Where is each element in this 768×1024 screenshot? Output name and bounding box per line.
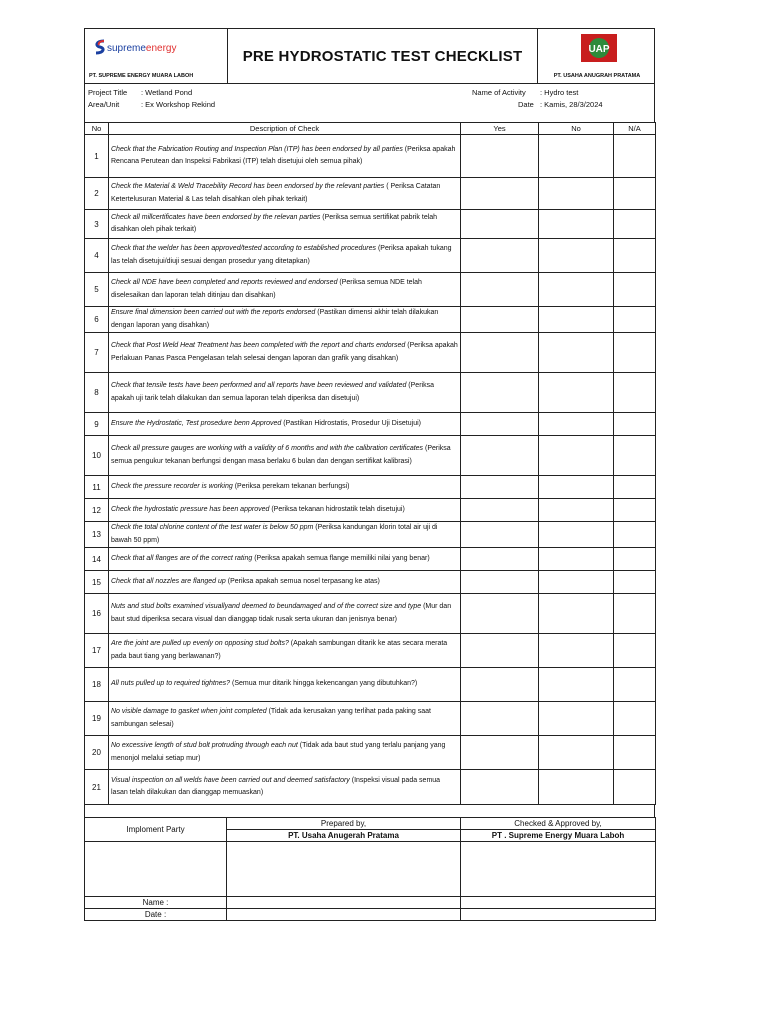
document-header <box>84 28 655 84</box>
table-row <box>85 770 656 805</box>
item-description <box>109 499 461 522</box>
yes-checkbox-cell[interactable] <box>461 307 539 333</box>
area-label: Area/Unit <box>88 100 120 109</box>
item-description-en: Check the Material & Weld Tracebility Record has been endorsed by the relevant parties <box>111 183 385 190</box>
na-checkbox-cell[interactable] <box>614 770 656 805</box>
no-checkbox-cell[interactable] <box>539 522 614 548</box>
item-number: 2 <box>85 178 109 210</box>
item-description <box>109 668 461 702</box>
item-number: 6 <box>85 307 109 333</box>
title-cell <box>228 29 538 83</box>
table-row <box>85 239 656 273</box>
na-checkbox-cell[interactable] <box>614 499 656 522</box>
item-description-en: Check all pressure gauges are working with a validity of 6 months and with the calibration certificates <box>111 445 424 452</box>
yes-checkbox-cell[interactable] <box>461 634 539 668</box>
no-checkbox-cell[interactable] <box>539 548 614 571</box>
item-description-en: Ensure final dimension been carried out with the reports endorsed <box>111 309 316 316</box>
col-na-header: N/A <box>614 123 656 135</box>
table-header-row <box>85 123 656 135</box>
item-description-id: (Periksa semua sertifikat pabrik telah disahkan oleh pihak terkait) <box>111 213 438 233</box>
item-number: 19 <box>85 702 109 736</box>
item-description <box>109 178 461 210</box>
na-checkbox-cell[interactable] <box>614 634 656 668</box>
na-checkbox-cell[interactable] <box>614 373 656 413</box>
item-number: 9 <box>85 413 109 436</box>
name-label: Name : <box>85 897 227 909</box>
signature-row <box>85 842 656 897</box>
item-number: 4 <box>85 239 109 273</box>
item-description-en: Ensure the Hydrostatic, Test prosedure benn Approved <box>111 419 282 427</box>
table-row <box>85 373 656 413</box>
yes-checkbox-cell[interactable] <box>461 436 539 476</box>
yes-checkbox-cell[interactable] <box>461 210 539 239</box>
no-checkbox-cell[interactable] <box>539 634 614 668</box>
item-description-id: (Periksa apakah tukang las telah disetujui/diuji sesuai dengan prosedur yang ditetapkan) <box>111 245 452 265</box>
na-checkbox-cell[interactable] <box>614 307 656 333</box>
supreme-energy-wordmark: supremeenergy <box>107 43 177 54</box>
no-checkbox-cell[interactable] <box>539 736 614 770</box>
party-signature-area <box>85 842 227 897</box>
item-description-id: (Periksa apakah Rencana Perutean dan Inspeksi Fabrikasi (ITP) telah disetujui oleh semua pihak) <box>111 145 456 165</box>
item-number: 5 <box>85 273 109 307</box>
no-checkbox-cell[interactable] <box>539 210 614 239</box>
area-value: : Ex Workshop Rekind <box>141 100 216 109</box>
item-description <box>109 548 461 571</box>
yes-checkbox-cell[interactable] <box>461 178 539 210</box>
prepared-name-field[interactable] <box>227 897 461 909</box>
item-description-en: Check the total chlorine content of the test water is below 50 ppm <box>111 524 314 531</box>
item-description <box>109 210 461 239</box>
table-row <box>85 522 656 548</box>
uap-logo-cell <box>538 29 656 83</box>
item-description-en: Check that all nozzles are flanged up <box>111 577 226 585</box>
table-row <box>85 178 656 210</box>
item-number: 15 <box>85 571 109 594</box>
item-description-id: (Pastikan Hidrostatis, Prosedur Uji Disetujui) <box>281 419 421 427</box>
item-description-id: (Periksa perekam tekanan berfungsi) <box>232 482 350 490</box>
table-row <box>85 702 656 736</box>
item-description <box>109 634 461 668</box>
item-number: 7 <box>85 333 109 373</box>
no-checkbox-cell[interactable] <box>539 499 614 522</box>
no-checkbox-cell[interactable] <box>539 135 614 178</box>
checklist-body <box>85 135 656 805</box>
no-checkbox-cell[interactable] <box>539 476 614 499</box>
item-description-id: (Periksa semua NDE telah diselesaikan dan laporan telah ditinjau dan disahkan) <box>111 279 422 299</box>
item-number: 14 <box>85 548 109 571</box>
item-description-id: (Periksa apakah semua flange memiliki nilai yang benar) <box>252 554 430 562</box>
table-row <box>85 436 656 476</box>
no-checkbox-cell[interactable] <box>539 770 614 805</box>
yes-checkbox-cell[interactable] <box>461 736 539 770</box>
item-description <box>109 770 461 805</box>
no-checkbox-cell[interactable] <box>539 571 614 594</box>
yes-checkbox-cell[interactable] <box>461 770 539 805</box>
item-description-en: Check that all flanges are of the correct rating <box>111 554 253 562</box>
supreme-energy-logo-cell <box>85 29 228 83</box>
checked-date-field[interactable] <box>461 909 656 921</box>
na-checkbox-cell[interactable] <box>614 476 656 499</box>
document-title: PRE HYDROSTATIC TEST CHECKLIST <box>242 47 523 65</box>
na-checkbox-cell[interactable] <box>614 333 656 373</box>
item-description-id: (Periksa tekanan hidrostatik telah disetujui) <box>269 505 405 513</box>
na-checkbox-cell[interactable] <box>614 413 656 436</box>
yes-checkbox-cell[interactable] <box>461 135 539 178</box>
item-description-en: Check that the Fabrication Routing and Inspection Plan (ITP) has been endorsed by all parties <box>111 145 403 153</box>
item-description <box>109 135 461 178</box>
table-row <box>85 736 656 770</box>
implement-party-label: Imploment Party <box>85 818 227 842</box>
item-description-id: (Periksa apakah uji tarik telah dilakukan dan semua laporan telah diperiksa dan disetujui) <box>111 382 434 402</box>
no-checkbox-cell[interactable] <box>539 307 614 333</box>
item-description-en: Check that tensile tests have been performed and all reports have been reviewed and validated <box>111 382 407 389</box>
item-description-id: (Inspeksi visual pada semua lasan telah dilakukan dan dianggap memuaskan) <box>111 776 441 796</box>
no-checkbox-cell[interactable] <box>539 702 614 736</box>
yes-checkbox-cell[interactable] <box>461 571 539 594</box>
table-row <box>85 594 656 634</box>
yes-checkbox-cell[interactable] <box>461 548 539 571</box>
item-number: 18 <box>85 668 109 702</box>
col-description-header: Description of Check <box>109 123 461 135</box>
checked-name-field[interactable] <box>461 897 656 909</box>
right-company-name: PT. USAHA ANUGRAH PRATAMA <box>553 73 641 79</box>
item-description <box>109 476 461 499</box>
item-description-id: (Periksa apakah semua nosel terpasang ke atas) <box>225 577 380 585</box>
item-description-en: All nuts pulled up to required tightnes? <box>111 680 231 688</box>
item-description-en: Are the joint are pulled up evenly on opposing stud bolts? <box>111 640 289 647</box>
yes-checkbox-cell[interactable] <box>461 333 539 373</box>
prepared-company: PT. Usaha Anugerah Pratama <box>227 830 461 842</box>
activity-label: Name of Activity <box>472 88 526 97</box>
checked-approved-label: Checked & Approved by, <box>461 818 656 830</box>
item-description-id: (Periksa semua pengukur tekanan berfungsi dengan masa berlaku 6 bulan dan dengan sertifikat kalibrasi) <box>111 445 451 465</box>
activity-value: : Hydro test <box>540 88 579 97</box>
item-description-en: Check all millcertificates have been endorsed by the relevan parties <box>111 213 321 221</box>
item-number: 3 <box>85 210 109 239</box>
table-row <box>85 413 656 436</box>
item-description-id: (Tidak ada kerusakan yang terlihat pada paking saat sambungan selesai) <box>111 708 431 728</box>
no-checkbox-cell[interactable] <box>539 239 614 273</box>
uap-logo-icon <box>581 34 617 62</box>
prepared-signature-area[interactable] <box>227 842 461 897</box>
no-checkbox-cell[interactable] <box>539 273 614 307</box>
table-row <box>85 333 656 373</box>
item-number: 20 <box>85 736 109 770</box>
item-description-en: Check the pressure recorder is working <box>111 482 233 490</box>
item-description <box>109 436 461 476</box>
yes-checkbox-cell[interactable] <box>461 499 539 522</box>
na-checkbox-cell[interactable] <box>614 436 656 476</box>
item-number: 10 <box>85 436 109 476</box>
item-description-id: (Tidak ada baut stud yang terlalu panjang yang menonjol melalui setiap mur) <box>111 742 446 762</box>
item-description-en: No visible damage to gasket when joint completed <box>111 708 267 715</box>
checklist-table <box>84 122 656 805</box>
yes-checkbox-cell[interactable] <box>461 668 539 702</box>
item-description-en: No excessive length of stud bolt protruding through each nut <box>111 742 298 749</box>
na-checkbox-cell[interactable] <box>614 178 656 210</box>
table-row <box>85 499 656 522</box>
yes-checkbox-cell[interactable] <box>461 594 539 634</box>
na-checkbox-cell[interactable] <box>614 548 656 571</box>
item-number: 21 <box>85 770 109 805</box>
table-row <box>85 210 656 239</box>
item-description <box>109 273 461 307</box>
item-description-en: Visual inspection on all welds have been carried out and deemed satisfactory <box>111 776 350 784</box>
table-row <box>85 668 656 702</box>
no-checkbox-cell[interactable] <box>539 373 614 413</box>
no-checkbox-cell[interactable] <box>539 594 614 634</box>
yes-checkbox-cell[interactable] <box>461 373 539 413</box>
project-info <box>84 84 655 122</box>
item-number: 11 <box>85 476 109 499</box>
na-checkbox-cell[interactable] <box>614 702 656 736</box>
na-checkbox-cell[interactable] <box>614 736 656 770</box>
svg-text:UAP: UAP <box>588 44 610 55</box>
col-no-header: No <box>85 123 109 135</box>
item-description <box>109 702 461 736</box>
col-yes-header: Yes <box>461 123 539 135</box>
item-number: 13 <box>85 522 109 548</box>
checklist-page <box>84 28 655 921</box>
checked-company: PT . Supreme Energy Muara Laboh <box>461 830 656 842</box>
item-description-id: (Periksa apakah Perlakuan Panas Pasca Pengelasan telah selesai dengan laporan dan grafik yang disahkan) <box>111 342 458 362</box>
item-number: 8 <box>85 373 109 413</box>
yes-checkbox-cell[interactable] <box>461 413 539 436</box>
table-row <box>85 476 656 499</box>
na-checkbox-cell[interactable] <box>614 522 656 548</box>
item-description-id: (Semua mur ditarik hingga kekencangan yang dibutuhkan?) <box>230 680 418 688</box>
item-number: 1 <box>85 135 109 178</box>
table-row <box>85 135 656 178</box>
prepared-date-field[interactable] <box>227 909 461 921</box>
na-checkbox-cell[interactable] <box>614 135 656 178</box>
date-value: : Kamis, 28/3/2024 <box>540 100 603 109</box>
item-description <box>109 239 461 273</box>
table-row <box>85 307 656 333</box>
no-checkbox-cell[interactable] <box>539 436 614 476</box>
section-spacer <box>84 805 655 817</box>
na-checkbox-cell[interactable] <box>614 571 656 594</box>
na-checkbox-cell[interactable] <box>614 239 656 273</box>
item-description-id: (Periksa kandungan klorin total air uji di bawah 50 ppm) <box>111 524 438 544</box>
item-description-en: Check that Post Weld Heat Treatment has been completed with the report and charts endorsed <box>111 342 406 349</box>
table-row <box>85 571 656 594</box>
na-checkbox-cell[interactable] <box>614 594 656 634</box>
na-checkbox-cell[interactable] <box>614 273 656 307</box>
yes-checkbox-cell[interactable] <box>461 273 539 307</box>
supreme-energy-logo-icon <box>93 39 107 55</box>
name-row <box>85 897 656 909</box>
item-description-en: Check that the welder has been approved/tested according to established procedures <box>111 245 377 252</box>
signoff-table <box>84 817 656 921</box>
item-description <box>109 571 461 594</box>
yes-checkbox-cell[interactable] <box>461 522 539 548</box>
item-description <box>109 736 461 770</box>
item-description-id: (Pastikan dimensi akhir telah dilakukan dengan laporan yang disahkan) <box>111 309 439 329</box>
item-description-id: (Mur dan baut stud diperiksa secara visual dan dianggap tidak rusak serta ukuran dan jenisnya benar) <box>111 603 452 623</box>
project-title-label: Project Title <box>88 88 128 97</box>
no-checkbox-cell[interactable] <box>539 413 614 436</box>
item-number: 12 <box>85 499 109 522</box>
left-company-name: PT. SUPREME ENERGY MUARA LABOH <box>89 73 194 79</box>
table-row <box>85 273 656 307</box>
signoff-label-row <box>85 818 656 830</box>
item-description <box>109 307 461 333</box>
item-description-id: ( Periksa Catatan Ketertelusuran Material & Las telah disahkan oleh pihak terkait) <box>111 183 441 203</box>
date-label: Date <box>518 100 534 109</box>
na-checkbox-cell[interactable] <box>614 668 656 702</box>
item-number: 16 <box>85 594 109 634</box>
na-checkbox-cell[interactable] <box>614 210 656 239</box>
yes-checkbox-cell[interactable] <box>461 239 539 273</box>
date-sign-label: Date : <box>85 909 227 921</box>
item-description <box>109 594 461 634</box>
item-description <box>109 333 461 373</box>
yes-checkbox-cell[interactable] <box>461 702 539 736</box>
yes-checkbox-cell[interactable] <box>461 476 539 499</box>
item-description-en: Check all NDE have been completed and reports reviewed and endorsed <box>111 279 338 286</box>
item-description-id: (Apakah sambungan ditarik ke atas secara merata pada baut tiang yang berlawanan?) <box>111 640 448 660</box>
table-row <box>85 634 656 668</box>
date-row <box>85 909 656 921</box>
item-description <box>109 413 461 436</box>
item-description-en: Nuts and stud bolts examined visuallyand deemed to beundamaged and of the correct size and type <box>111 603 422 610</box>
no-checkbox-cell[interactable] <box>539 178 614 210</box>
prepared-by-label: Prepared by, <box>227 818 461 830</box>
col-no-answer-header: No <box>539 123 614 135</box>
project-title-value: : Wetland Pond <box>141 88 193 97</box>
item-number: 17 <box>85 634 109 668</box>
checked-signature-area[interactable] <box>461 842 656 897</box>
no-checkbox-cell[interactable] <box>539 333 614 373</box>
item-description <box>109 373 461 413</box>
item-description <box>109 522 461 548</box>
no-checkbox-cell[interactable] <box>539 668 614 702</box>
table-row <box>85 548 656 571</box>
item-description-en: Check the hydrostatic pressure has been approved <box>111 505 270 513</box>
